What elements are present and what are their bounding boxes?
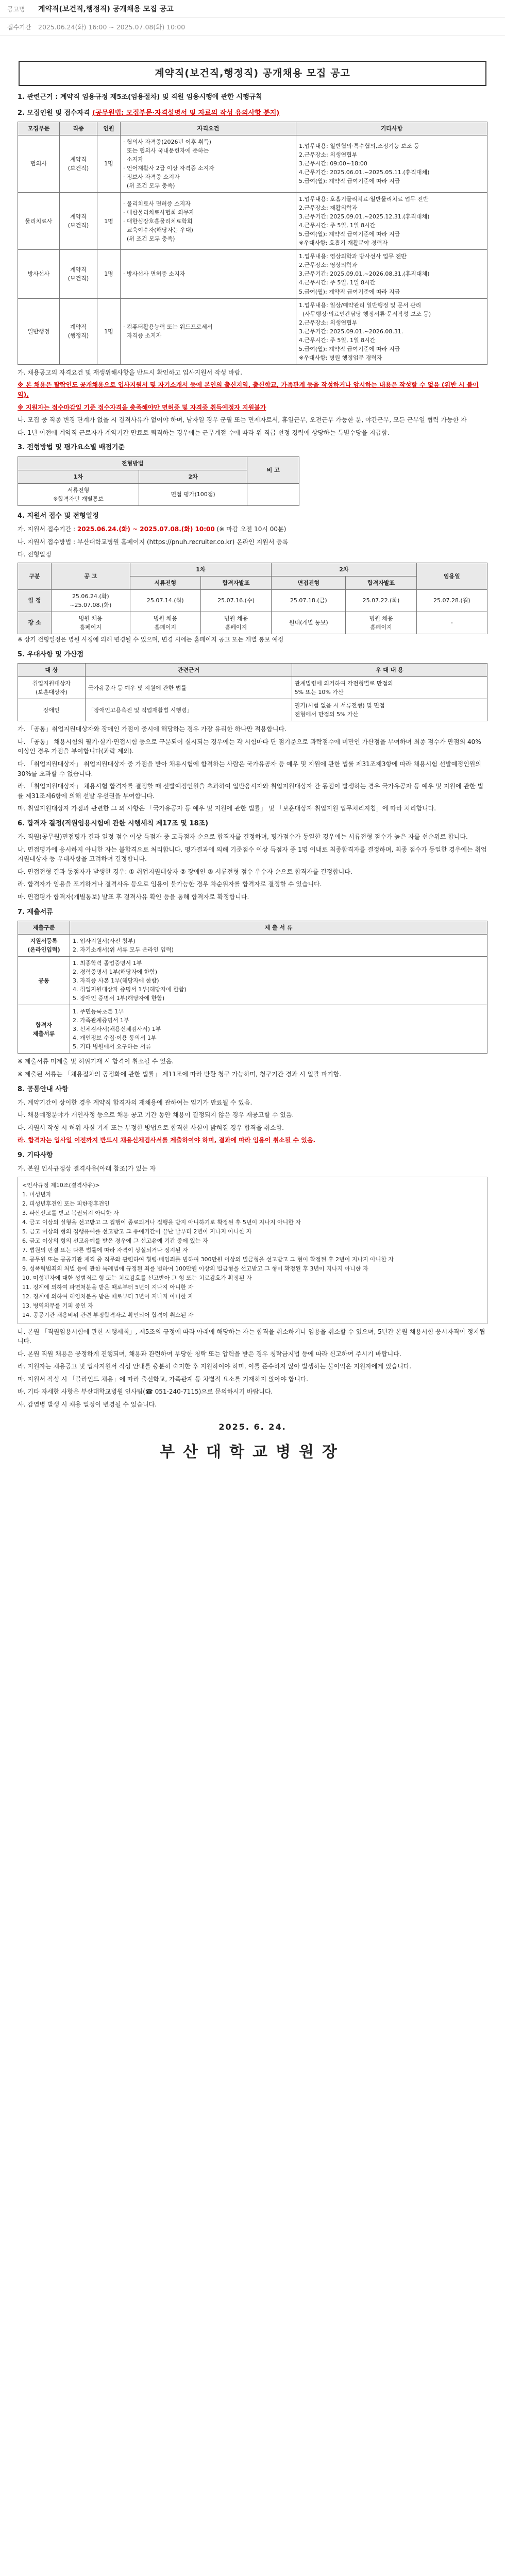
post-title: 계약직(보건직,행정직) 공개채용 모집 공고 (38, 5, 174, 13)
schedule-group-1: 1차 (130, 563, 272, 576)
section-8-item: 다. 지원서 작성 시 허위 사실 기재 또는 부정한 방법으로 합격한 사실이 밝혀질 경우 합격을 취소함. (18, 1124, 284, 1131)
schedule-place: - (416, 612, 487, 634)
documents-table (18, 921, 487, 1054)
disqualification-item: 8. 공무원 또는 공공기관 재직 중 직무와 관련하여 횡령·배임죄를 범하여 300만원 이상의 벌금형을 선고받고 그 형이 확정된 후 2년이 지나지 아니한 자 (22, 1256, 394, 1263)
schedule-note: ※ 상기 전형일정은 병원 사정에 의해 변경될 수 있으며, 변경 시에는 홈페이지 공고 또는 개별 통보 예정 (18, 635, 284, 643)
disqualification-item: 2. 피성년후견인 또는 피한정후견인 (22, 1200, 110, 1207)
meta-period-row (0, 18, 505, 36)
recruit-requirements (121, 135, 296, 192)
disqualification-box (18, 1177, 487, 1324)
recruit-job: 계약직 (보건직) (60, 135, 97, 192)
recruit-th: 직종 (60, 122, 97, 135)
detail-line: 2.근무장소: 의생연협부 (299, 319, 358, 326)
documents-row (18, 1005, 487, 1054)
schedule-place: 병원 채용 홈페이지 (346, 612, 416, 634)
document-item: 1. 입사지원서(사진 첨부) (73, 937, 136, 944)
recruit-table (18, 122, 487, 365)
detail-line: 1.업무내용: 호흡기물리치료·일반물리치료 업무 전반 (299, 196, 429, 203)
detail-line: 1.업무내용: 일상/예약관리 일반행정 및 문서 관리 (299, 301, 422, 309)
detail-line: 4.근무시간: 주 5일, 1일 8시간 (299, 279, 376, 286)
section-4-heading: 4. 지원서 접수 및 전형일정 (18, 512, 99, 520)
recruit-row (18, 250, 487, 298)
preference-row (18, 676, 487, 699)
requirement-line: · 협의사 자격증(2026년 이후 취득) (123, 138, 211, 145)
disqualification-item: 6. 금고 이상의 형의 선고유예를 받은 경우에 그 선고유예 기간 중에 있는 자 (22, 1238, 208, 1245)
disqualification-item: 7. 법원의 판결 또는 다른 법률에 따라 자격이 상실되거나 정지된 자 (22, 1247, 188, 1254)
requirement-line: · 언어재활사 2급 이상 자격증 소지자 (123, 164, 214, 172)
meta-period-label: 접수기간 (7, 23, 31, 31)
recruit-th: 모집부문 (18, 122, 60, 135)
schedule-date: 25.06.24.(화) ~25.07.08.(화) (52, 589, 130, 612)
section-1 (18, 92, 487, 103)
schedule-th: 공 고 (52, 563, 130, 589)
document-item: 2. 가족관계증명서 1부 (73, 1017, 129, 1024)
section-5-note: 다. 「취업지원대상자」 취업지원대상자 중 가점을 받아 채용시험에 합격하는 사람은 국가유공자 등 예우 및 지원에 관한 법률 제31조제3항에 따라 채용시험 선발예정인원의 30%를 초과할 수 없습니다. (18, 760, 481, 777)
documents-category: 합격자 제출서류 (18, 1005, 70, 1054)
disqualification-item: 11. 징계에 의하여 파면처분을 받은 때로부터 5년이 지나지 아니한 자 (22, 1284, 194, 1291)
recruit-dept: 협의사 (18, 135, 60, 192)
apply-period (18, 524, 487, 534)
documents-th: 제출구분 (18, 921, 70, 934)
recruit-details (296, 250, 487, 298)
document-item: 5. 장애인 증명서 1부(해당자에 한함) (73, 995, 165, 1002)
requirement-line: (위 조건 모두 충족) (123, 182, 175, 189)
section-7-heading: 7. 제출서류 (18, 908, 53, 916)
section-7-note: ※ 제출된 서류는 「채용절차의 공정화에 관한 법률」 제11조에 따라 반환 청구 가능하며, 청구기간 경과 시 일괄 파기함. (18, 1070, 342, 1078)
disqualification-item: <인사규정 제10조(결격사유)> (22, 1181, 100, 1189)
detail-line: 4.근무시간: 주 5일, 1일 8시간 (299, 336, 376, 344)
section-8 (18, 1084, 487, 1146)
schedule-th: 합격자발표 (200, 576, 271, 589)
section-5-heading: 5. 우대사항 및 가산점 (18, 650, 84, 658)
section-6-item: 다. 면접전형 결과 동점자가 발생한 경우: ① 취업지원대상자 ② 장애인 ③ 서류전형 점수 우수자 순으로 합격자를 결정합니다. (18, 868, 352, 875)
apply-period-value: 2025.06.24.(화) ~ 2025.07.08.(화) 10:00 (77, 525, 215, 533)
recruit-row (18, 135, 487, 192)
section-5-note: 라. 「취업지원대상자」 채용시험 합격자를 결정할 때 선발예정인원을 초과하여 일반응시자와 취업지원대상자 간 동점이 발생하는 경우 국가유공자 등 예우 및 지원에 관한 법률 제31조제6항에 의해 선발 우선권을 부여합니다. (18, 783, 483, 800)
section-9-item: 다. 본원 직원 채용은 공정하게 진행되며, 채용과 관련하여 부당한 청탁 또는 압력을 받은 경우 청탁금지법 등에 따라 신고하여 주시기 바랍니다. (18, 1350, 401, 1358)
section-3 (18, 443, 487, 505)
detail-line: 5.급여(월): 계약직 급여기준에 따라 지급 (299, 288, 400, 295)
recruit-requirements (121, 193, 296, 250)
meta-title-row (0, 0, 505, 18)
schedule-place: 병원 채용 홈페이지 (52, 612, 130, 634)
section-6-item: 라. 합격자가 임용을 포기하거나 결격사유 등으로 임용이 불가능한 경우 차순위자를 합격자로 결정할 수 있습니다. (18, 880, 322, 888)
recruit-requirements (121, 298, 296, 364)
section-3-heading: 3. 전형방법 및 평가요소별 배점기준 (18, 444, 125, 452)
detail-line: 5.급여(월): 계약직 급여기준에 따라 지급 (299, 345, 400, 352)
schedule-th: 임용일 (416, 563, 487, 589)
detail-line: (사무행정·의료인간담당 행정서류·문서작성 보조 등) (299, 310, 431, 317)
schedule-th: 서류전형 (130, 576, 200, 589)
documents-category: 지원서등록 (온라인입력) (18, 934, 70, 956)
section-6-item: 가. 직원(공무원)면접평가 결과 일정 점수 이상 득점자 중 고득점자 순으로 합격자를 결정하며, 평가점수가 동일한 경우에는 서류전형 점수가 높은 자를 선순위로 합니다. (18, 833, 468, 841)
recruit-job: 계약직 (행정직) (60, 298, 97, 364)
detail-line: 3.근무시간: 09:00~18:00 (299, 160, 367, 167)
requirement-line: 자격증 소지자 (123, 332, 162, 340)
section-2-note: ※ 지원자는 접수마감일 기준 접수자격을 충족해야만 면허증 및 자격증 취득예정자 지원불가 (18, 403, 266, 411)
document-item: 1. 최종학력 졸업증명서 1부 (73, 959, 142, 967)
section-2-note: ※ 본 채용은 탈락인도 공개채용으로 입사지원서 및 자기소개서 등에 본인의 출신지역, 출신학교, 가족관계 등을 작성하거나 암시하는 내용은 작성할 수 없음 (위반 시 불이익). (18, 381, 479, 399)
requirement-line: · 대한물리치료사협회 의무자 (123, 209, 195, 216)
documents-category: 공통 (18, 956, 70, 1005)
preference-th: 관련근거 (86, 663, 292, 676)
requirement-line: 또는 협의사 국내문헌자에 준하는 (123, 147, 209, 154)
requirement-line: · 방사선사 면허증 소지자 (123, 270, 186, 278)
preference-content: 관계법령에 의거하여 각전형별로 만점의 5% 또는 10% 가산 (292, 676, 487, 699)
section-6-item: 마. 면접평가 합격자(개별통보) 발표 후 결격사유 확인 등을 통해 합격자로 확정합니다. (18, 893, 249, 901)
preference-th: 우 대 내 용 (292, 663, 487, 676)
recruit-th: 기타사항 (296, 122, 487, 135)
schedule-date: 25.07.28.(월) (416, 589, 487, 612)
detail-line: 2.근무장소: 영상의학과 (299, 262, 358, 269)
document-item: 3. 신체검사서(채용신체검사서) 1부 (73, 1026, 161, 1033)
recruit-job: 계약직 (보건직) (60, 250, 97, 298)
disqualification-item: 1. 미성년자 (22, 1191, 52, 1198)
section-2-note: 나. 모집 중 직종 변경 단계가 없을 시 결격사유가 없어야 하며, 남자일 경우 군필 또는 면제자로서, 휴일근무, 오전근무 가능한 분, 야간근무, 모든 근무일 협력 가능한 자 (18, 416, 467, 424)
detail-line: 2.근무장소: 재활의학과 (299, 205, 358, 212)
section-4 (18, 511, 487, 645)
detail-line: 1.업무내용: 영상의학과 방사선사 업무 전반 (299, 253, 407, 260)
requirement-line: · 물리치료사 면허증 소지자 (123, 200, 191, 207)
section-2-note: 가. 채용공고의 자격요건 및 재생위해사항을 반드시 확인하고 입사지원서 작성 바람. (18, 368, 243, 376)
document-item: 5. 기타 병원에서 요구하는 서류 (73, 1043, 151, 1050)
detail-line: 4.근무기간: 2025.06.01.~2025.05.11.(휴직대체) (299, 169, 430, 176)
schedule-row-label: 일 정 (18, 589, 52, 612)
recruit-details (296, 135, 487, 192)
section-8-heading: 8. 공통안내 사항 (18, 1085, 69, 1093)
section-9-intro: 가. 본원 인사규정상 결격사유(아래 참조)가 있는 자 (18, 1165, 156, 1173)
disqualification-item: 14. 공공기관 채용비위 관련 부정합격자로 확인되어 합격이 취소된 자 (22, 1312, 194, 1319)
recruit-details (296, 193, 487, 250)
disqualification-item: 13. 병역의무를 기피 중인 자 (22, 1302, 93, 1310)
section-9-heading: 9. 기타사항 (18, 1151, 53, 1160)
recruit-count: 1명 (97, 193, 121, 250)
schedule-date: 25.07.16.(수) (200, 589, 271, 612)
disqualification-item: 4. 금고 이상의 실형을 선고받고 그 집행이 종료되거나 집행을 받지 아니하기로 확정된 후 5년이 지나지 아니한 자 (22, 1219, 301, 1226)
section-9-item: 라. 지원자는 채용공고 및 입사지원서 작성 안내를 충분히 숙지한 후 지원하여야 하며, 이를 준수하지 않아 발생하는 불이익은 지원자에게 있습니다. (18, 1363, 412, 1370)
documents-row (18, 956, 487, 1005)
detail-line: 3.근무기간: 2025.09.01.~2026.08.31.(휴직대체) (299, 270, 430, 278)
section-2-heading-note: (공무원법: 모집부문·자격설명서 및 자료의 작성 유의사항 분지) (92, 109, 280, 117)
recruit-dept: 일반행정 (18, 298, 60, 364)
detail-line: ※우대사항: 병원 행정업무 경력자 (299, 354, 382, 361)
detail-line: 4.근무시간: 주 5일, 1일 8시간 (299, 222, 376, 229)
post-meta (0, 0, 505, 36)
section-7-note: ※ 제출서류 미제출 및 허위기재 시 합격이 취소될 수 있음. (18, 1058, 174, 1065)
apply-period-label: 가. 지원서 접수기간 : (18, 525, 77, 533)
preference-basis: 국가유공자 등 예우 및 지원에 관한 법률 (86, 676, 292, 699)
recruit-count: 1명 (97, 135, 121, 192)
detail-line: 5.급여(월): 계약직 급여기준에 따라 지급 (299, 231, 400, 238)
requirement-line: 교육이수자(해당자는 우대) (123, 226, 193, 233)
section-5-note: 마. 취업지원대상자 가점과 관련한 그 외 사항은 「국가유공자 등 예우 및 지원에 관한 법률」 및 「보훈대상자 취업지원 업무처리지침」에 따라 처리합니다. (18, 805, 436, 812)
preference-row (18, 699, 487, 721)
document-item: 2. 자기소개서(위 서류 모두 온라인 입력) (73, 946, 174, 953)
screening-etc-header: 비 고 (247, 456, 299, 483)
preference-content: 필기(시험 없음 시 서류전형) 및 면접 전형에서 만점의 5% 가산 (292, 699, 487, 721)
document-item: 2. 경력증명서 1부(해당자에 한함) (73, 968, 158, 975)
screening-stage-1-value: 서류전형 ※합격자만 개별통보 (18, 483, 139, 505)
section-5 (18, 650, 487, 814)
apply-method: 나. 지원서 접수방법 : 부산대학교병원 홈페이지 (https://pnuh.recruiter.co.kr) 온라인 지원서 등록 (18, 538, 289, 546)
recruit-count: 1명 (97, 250, 121, 298)
requirement-line: · 컴퓨터활용능력 또는 워드프로세서 (123, 324, 213, 331)
schedule-th: 합격자발표 (346, 576, 416, 589)
recruit-dept: 방사선사 (18, 250, 60, 298)
requirement-line: · 대한심장호흡물리치료학회 (123, 217, 193, 225)
recruit-count: 1명 (97, 298, 121, 364)
schedule-table (18, 563, 487, 634)
schedule-place: 원내(개별 통보) (272, 612, 346, 634)
screening-table (18, 456, 299, 506)
section-9 (18, 1150, 487, 1410)
section-2-note: 다. 1년 이전에 계약직 근로자가 계약기간 만료로 퇴직하는 경우에는 근무계절 수에 따라 위 직급 선정 경력에 상당하는 특별수당을 지급함. (18, 429, 390, 436)
screening-stage-1: 1차 (18, 470, 139, 483)
requirement-line: · 정보사 자격증 소지자 (123, 173, 180, 180)
meta-title-label: 공고명 (7, 5, 25, 13)
screening-stage-2-value: 면접 평가(100점) (139, 483, 247, 505)
detail-line: 3.근무기간: 2025.09.01.~2025.12.31.(휴직대체) (299, 213, 430, 221)
section-2 (18, 108, 487, 438)
detail-line: ※우대사항: 호흡기 재활분야 경력자 (299, 240, 388, 247)
notice-document (18, 59, 487, 2576)
schedule-th: 구분 (18, 563, 52, 589)
documents-list (70, 1005, 487, 1054)
requirement-line: (위 조건 모두 충족) (123, 235, 175, 242)
disqualification-item: 3. 파산선고를 받고 복권되지 아니한 자 (22, 1209, 119, 1216)
section-9-item: 나. 본원 「직원임용시험에 관한 시행세칙」, 제5조의 규정에 따라 아래에 해당하는 자는 합격을 취소하거나 임용을 취소할 수 있으며, 5년간 본원 채용시험 응시자격이 정지됩니다. (18, 1328, 485, 1345)
documents-th: 제 출 서 류 (70, 921, 487, 934)
section-6-heading: 6. 합격자 결정(직원임용시험에 관한 시행세칙 제17조 및 18조) (18, 819, 209, 827)
requirement-line: 소지자 (123, 156, 143, 163)
section-1-text: 1. 관련근거 : 계약직 임용규정 제5조(임용절차) 및 직원 임용시행에 관한 시행규칙 (18, 93, 262, 101)
section-7 (18, 907, 487, 1079)
disqualification-item: 10. 미성년자에 대한 성범죄로 형 또는 치료감호를 선고받아 그 형 또는 치료감호가 확정된 자 (22, 1275, 252, 1282)
preference-target: 장애인 (18, 699, 86, 721)
preference-target: 취업지원대상자 (보훈대상자) (18, 676, 86, 699)
document-item: 4. 개인정보 수집·이용 동의서 1부 (73, 1035, 157, 1042)
section-8-item: 가. 계약기간이 상이한 경우 계약직 합격자의 재채용에 관하여는 임기가 만료될 수 있음. (18, 1098, 252, 1106)
disqualification-item: 5. 금고 이상의 형의 집행유예를 선고받고 그 유예기간이 끝난 날부터 2년이 지나지 아니한 자 (22, 1228, 252, 1235)
documents-list (70, 956, 487, 1005)
section-9-item: 바. 기타 자세한 사항은 부산대학교병원 인사팀(☎ 051-240-7115)으로 문의하시기 바랍니다. (18, 1388, 273, 1396)
recruit-details (296, 298, 487, 364)
recruit-requirements (121, 250, 296, 298)
detail-line: 1.업무내용: 일반협의·특수협의,조정기능 보조 등 (299, 143, 419, 150)
screening-stage-2: 2차 (139, 470, 247, 483)
schedule-date: 25.07.14.(월) (130, 589, 200, 612)
section-6 (18, 819, 487, 902)
recruit-row (18, 193, 487, 250)
recruit-row (18, 298, 487, 364)
section-8-item: 나. 채용예정분야가 개인사정 등으로 채용 공고 기간 동안 채용이 결정되지 않은 경우 재공고할 수 있음. (18, 1111, 294, 1119)
schedule-date: 25.07.18.(금) (272, 589, 346, 612)
schedule-place: 병원 채용 홈페이지 (130, 612, 200, 634)
section-6-item: 나. 면접평가에 응시하지 아니한 자는 불합격으로 처리합니다. 평가결과에 의해 기준점수 이상 득점자 중 1명 이내로 최종합격자를 결정하며, 최종 점수가 동일한 경우에는 취업지원대상자 등 우대사항을 고려하여 결정합니다. (18, 845, 487, 863)
screening-method-header: 전형방법 (18, 456, 247, 470)
disqualification-item: 9. 성폭력범죄의 처벌 등에 관한 특례법에 규정된 죄를 범하여 100만원 이상의 벌금형을 선고받고 그 형이 확정된 후 3년이 지나지 아니한 자 (22, 1265, 368, 1273)
preference-table (18, 663, 487, 721)
preference-basis: 「장애인고용촉진 및 직업재활법 시행령」 (86, 699, 292, 721)
detail-line: 5.급여(월): 계약직 급여기준에 따라 지급 (299, 178, 400, 185)
post-period: 2025.06.24(화) 16:00 ~ 2025.07.08(화) 10:00 (38, 23, 186, 31)
disqualification-item: 12. 징계에 의하여 해임처분을 받은 때로부터 3년이 지나지 아니한 자 (22, 1293, 194, 1300)
announcement-date: 2025. 6. 24. (218, 1421, 287, 1432)
recruit-th: 자격요건 (121, 122, 296, 135)
recruit-dept: 물리치료사 (18, 193, 60, 250)
section-9-item: 마. 지원서 작성 시 「블라인드 채용」에 따라 출신학교, 가족관계 등 차별적 요소를 기재하지 않아야 합니다. (18, 1375, 309, 1383)
recruit-job: 계약직 (보건직) (60, 193, 97, 250)
detail-line: 2.근무장소: 의생연협부 (299, 151, 358, 159)
document-item: 1. 주민등록초본 1부 (73, 1008, 124, 1015)
document-title: 계약직(보건직,행정직) 공개채용 모집 공고 (19, 61, 486, 86)
document-item: 4. 취업지원대상자 증명서 1부(해당자에 한함) (73, 986, 187, 993)
document-item: 3. 자격증 사본 1부(해당자에 한함) (73, 977, 159, 984)
schedule-label: 다. 전형일정 (18, 551, 52, 558)
section-2-heading (18, 108, 487, 118)
apply-period-note: (※ 마감 오전 10시 00분) (214, 525, 287, 533)
section-8-warning: 라. 합격자는 입사일 이전까지 반드시 채용신체검사서를 제출하여야 하며, 결과에 따라 임용이 취소될 수 있음. (18, 1137, 316, 1144)
preference-th: 대 상 (18, 663, 86, 676)
detail-line: 3.근무기간: 2025.09.01.~2026.08.31. (299, 328, 403, 335)
documents-row (18, 934, 487, 956)
section-9-item: 사. 감염병 발생 시 채용 일정이 변경될 수 있습니다. (18, 1401, 157, 1409)
schedule-group-2: 2차 (272, 563, 416, 576)
schedule-th: 면접전형 (272, 576, 346, 589)
issuer-signature: 부산대학교병원장 (160, 1443, 345, 1462)
schedule-place: 병원 채용 홈페이지 (200, 612, 271, 634)
section-5-note: 나. 「공통」 채용시험의 필기·실기·면접시험 등으로 구분되어 실시되는 경우에는 각 시험마다 단 점기준으로 과락점수에 미만인 가산점을 부여하며 최종 점수가 만점의 40% 이상인 경우 가점을 부여합니다(과락 제외). (18, 738, 481, 755)
section-2-heading-text: 2. 모집인원 및 접수자격 (18, 109, 93, 117)
schedule-row-label: 장 소 (18, 612, 52, 634)
recruit-th: 인원 (97, 122, 121, 135)
section-5-note: 가. 「공통」취업지원대상자와 장애인 가점이 중시에 해당하는 경우 가장 유리한 하나만 적용합니다. (18, 725, 287, 733)
documents-list (70, 934, 487, 956)
schedule-date: 25.07.22.(화) (346, 589, 416, 612)
